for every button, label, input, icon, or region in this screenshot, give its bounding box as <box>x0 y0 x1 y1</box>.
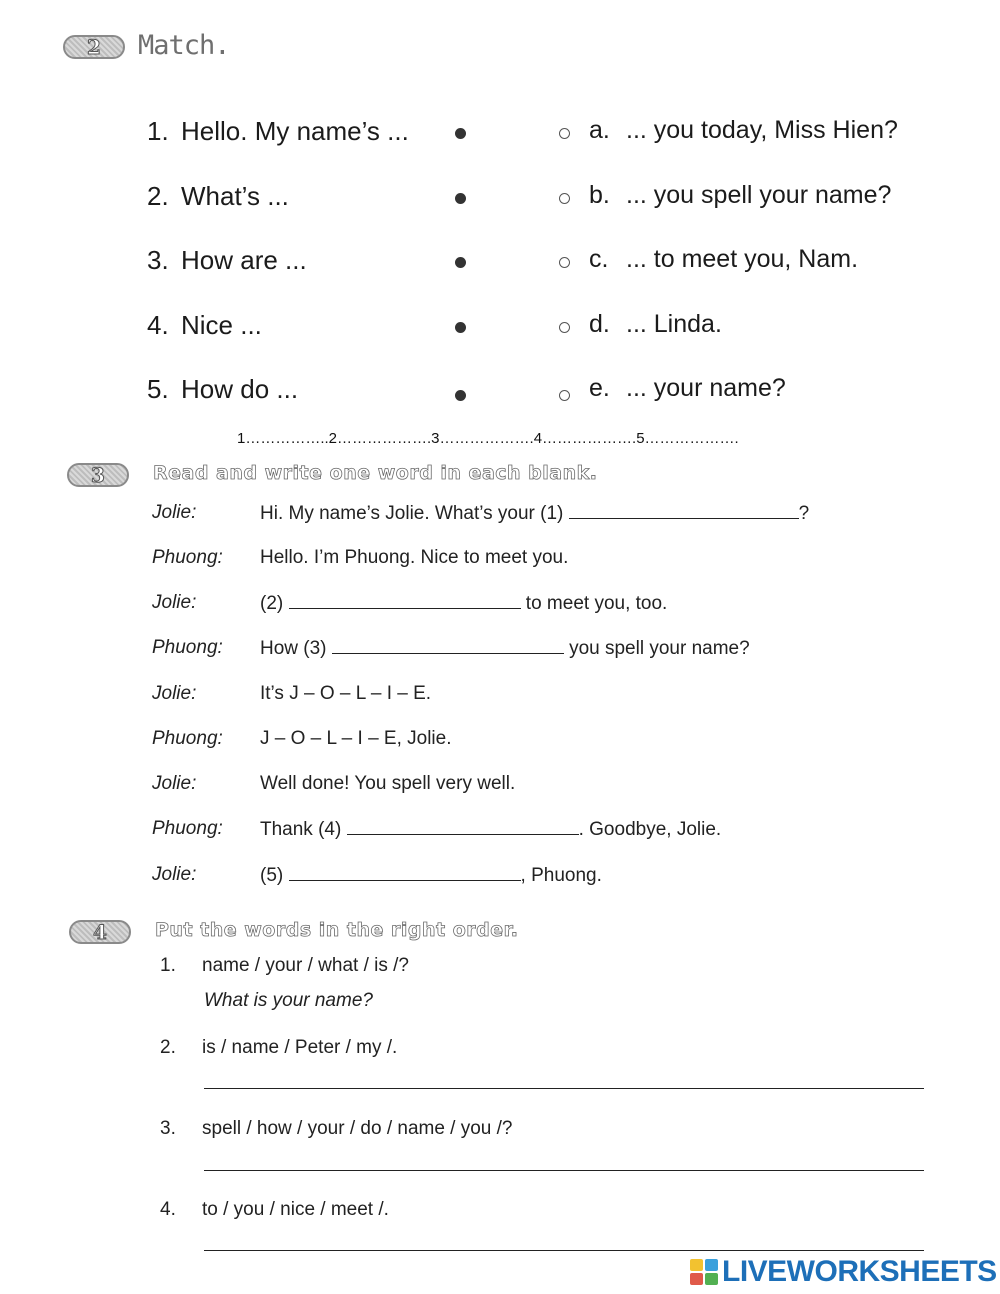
item-number: 5. <box>147 374 169 404</box>
scrambled-words: name / your / what / is /? <box>202 955 409 976</box>
answer-line-2[interactable] <box>204 1088 924 1089</box>
match-row <box>0 245 1000 285</box>
dialogue-row <box>0 773 1000 803</box>
section-3-title: Read and write one word in each blank. <box>153 462 598 484</box>
section-2-title: Match. <box>138 30 230 61</box>
answer-blank-2[interactable] <box>289 592 521 609</box>
match-right-text: ... to meet you, Nam. <box>626 245 859 273</box>
scrambled-words: to / you / nice / meet /. <box>202 1199 389 1220</box>
speaker-label: Jolie: <box>152 864 197 885</box>
dialogue-text: Hello. I’m Phuong. Nice to meet you. <box>260 547 569 568</box>
dialogue-row <box>0 502 1000 532</box>
match-row <box>0 374 1000 414</box>
dialogue-row <box>0 683 1000 713</box>
logo-text: LIVEWORKSHEETS <box>722 1255 997 1288</box>
section-number: 2 <box>87 35 101 59</box>
liveworksheets-logo[interactable] <box>690 1255 997 1289</box>
item-number: 3. <box>147 245 169 275</box>
section-number: 3 <box>91 463 105 487</box>
speaker-label: Jolie: <box>152 502 197 523</box>
answer-line-3[interactable] <box>204 1170 924 1171</box>
match-left-text: How do ... <box>181 374 299 404</box>
match-dot-left[interactable] <box>455 257 466 268</box>
item-letter: a. <box>589 116 610 144</box>
match-left-text: How are ... <box>181 245 307 275</box>
match-right-text: ... you today, Miss Hien? <box>626 116 898 144</box>
dialogue-row <box>0 728 1000 758</box>
match-left-text: Nice ... <box>181 310 262 340</box>
match-left-text: What’s ... <box>181 181 289 211</box>
answer-blank-5[interactable] <box>289 864 521 881</box>
match-dot-right[interactable] <box>559 257 570 268</box>
scrambled-words: is / name / Peter / my /. <box>202 1037 398 1058</box>
speaker-label: Jolie: <box>152 592 197 613</box>
match-dot-right[interactable] <box>559 128 570 139</box>
match-dot-right[interactable] <box>559 322 570 333</box>
match-dot-left[interactable] <box>455 322 466 333</box>
scrambled-words: spell / how / your / do / name / you /? <box>202 1118 513 1139</box>
speaker-label: Phuong: <box>152 637 223 658</box>
item-number: 2. <box>147 181 169 211</box>
match-dot-right[interactable] <box>559 390 570 401</box>
item-number: 4. <box>160 1199 176 1220</box>
match-left-text: Hello. My name’s ... <box>181 116 409 146</box>
dialogue-text-after: ? <box>798 503 810 524</box>
match-right-text: ... you spell your name? <box>626 181 892 209</box>
dialogue-text: How (3) <box>260 638 327 659</box>
speaker-label: Phuong: <box>152 818 223 839</box>
dialogue-row <box>0 547 1000 577</box>
item-number: 1. <box>147 116 169 146</box>
dialogue-text: Thank (4) <box>260 819 342 840</box>
item-number: 3. <box>160 1118 176 1139</box>
dialogue-text-after: to meet you, too. <box>525 593 668 614</box>
dialogue-text-after: you spell your name? <box>569 638 750 659</box>
dialogue-row <box>0 818 1000 848</box>
item-letter: e. <box>589 374 610 402</box>
example-answer: What is your name? <box>204 990 373 1011</box>
dialogue-text: (2) <box>260 593 284 614</box>
item-letter: c. <box>589 245 609 273</box>
item-letter: d. <box>589 310 610 338</box>
dialogue-text-after: , Phuong. <box>520 865 602 886</box>
match-dot-left[interactable] <box>455 128 466 139</box>
match-dot-left[interactable] <box>455 390 466 401</box>
dialogue-text: J – O – L – I – E, Jolie. <box>260 728 452 749</box>
dialogue-text-after: . Goodbye, Jolie. <box>578 819 722 840</box>
match-dot-left[interactable] <box>455 193 466 204</box>
match-right-text: ... Linda. <box>626 310 722 338</box>
item-number: 1. <box>160 955 176 976</box>
answer-blank-1[interactable] <box>569 502 799 519</box>
answer-blank-4[interactable] <box>347 818 579 835</box>
item-number: 4. <box>147 310 169 340</box>
match-row <box>0 310 1000 350</box>
speaker-label: Phuong: <box>152 547 223 568</box>
match-row <box>0 116 1000 156</box>
liveworksheets-logo-icon <box>690 1259 718 1285</box>
match-answer-line[interactable]: 1……………..2……………….3……………….4……………….5………………. <box>237 430 739 447</box>
section-2-badge <box>60 32 128 62</box>
speaker-label: Jolie: <box>152 773 197 794</box>
dialogue-text: Hi. My name’s Jolie. What’s your (1) <box>260 503 564 524</box>
match-row <box>0 181 1000 221</box>
match-right-text: ... your name? <box>626 374 786 402</box>
section-3-badge <box>64 460 132 490</box>
speaker-label: Phuong: <box>152 728 223 749</box>
section-number: 4 <box>93 920 107 944</box>
item-letter: b. <box>589 181 610 209</box>
speaker-label: Jolie: <box>152 683 197 704</box>
dialogue-text: (5) <box>260 865 284 886</box>
dialogue-row <box>0 637 1000 667</box>
dialogue-text: Well done! You spell very well. <box>260 773 516 794</box>
dialogue-row <box>0 864 1000 894</box>
dialogue-text: It’s J – O – L – I – E. <box>260 683 432 704</box>
match-dot-right[interactable] <box>559 193 570 204</box>
item-number: 2. <box>160 1037 176 1058</box>
section-4-title: Put the words in the right order. <box>155 919 519 941</box>
dialogue-row <box>0 592 1000 622</box>
answer-blank-3[interactable] <box>332 637 564 654</box>
section-4-badge <box>66 917 134 947</box>
answer-line-4[interactable] <box>204 1250 924 1251</box>
